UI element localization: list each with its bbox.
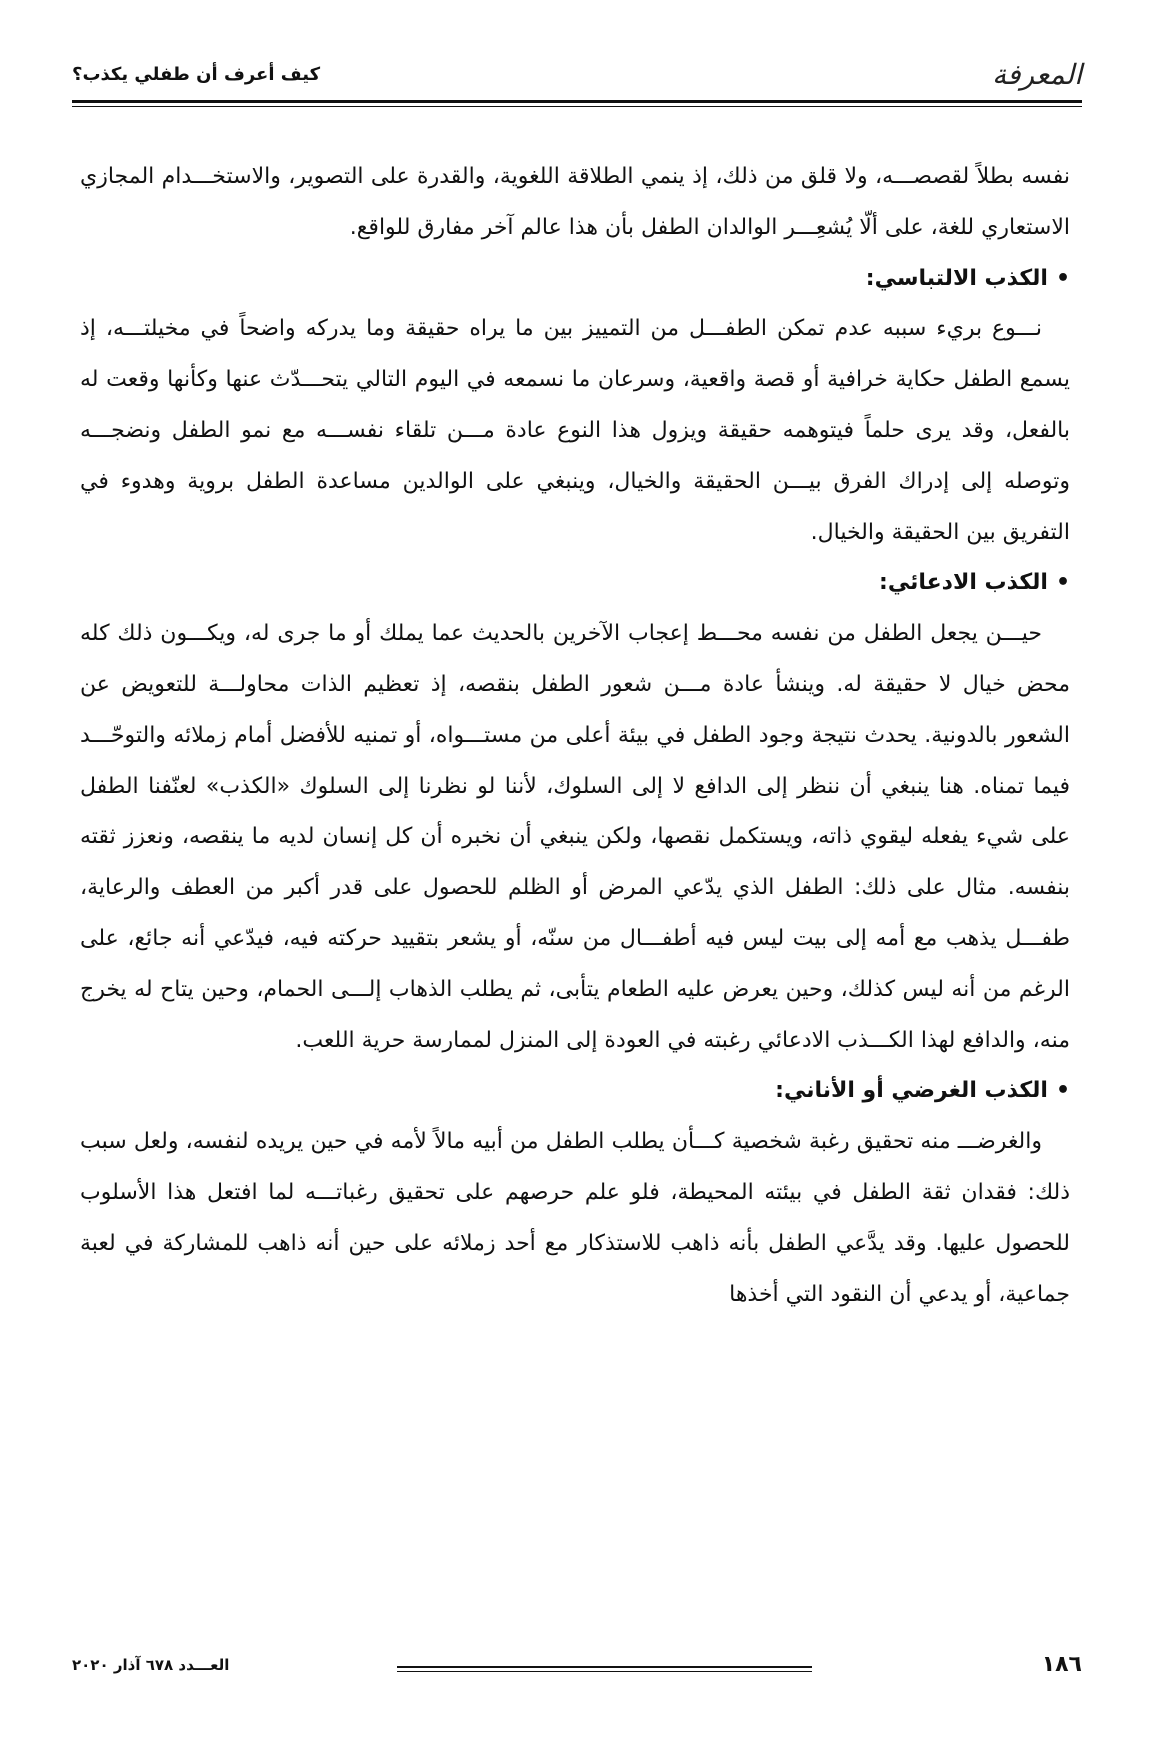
section-heading-text: الكذب الالتباسي: [865, 265, 1048, 291]
footer-divider [397, 1666, 812, 1668]
page-footer [72, 1652, 1082, 1682]
page-header [72, 58, 1082, 98]
bullet-icon: • [1055, 1078, 1070, 1104]
running-title: كيف أعرف أن طفلي يكذب؟ [72, 64, 321, 85]
section-heading-text: الكذب الغرضي أو الأناني: [775, 1078, 1048, 1104]
section-paragraph-claiming-lying: حيـــن يجعل الطفل من نفسه محـــط إعجاب الآخرين بالحديث عما يملك أو ما جرى له، ويكـــون ذلك كله محض خيال لا حقيقة له. وينشأ عادة مـــن شعور الطفل بنقصه، إذ تعظيم الذات محاولـــة للتعويض عن الشعور بالدونية. يحدث نتيجة وجود الطفل في بيئة أعلى من مستـــواه، أو تمنيه للأفضل أمام زملائه والتوحّـــد فيما تمناه. هنا ينبغي أن ننظر إلى الدافع لا إلى السلوك، لأننا لو نظرنا إلى السلوك «الكذب» لعنّفنا الطفل على شيء يفعله ليقوي ذاته، ويستكمل نقصها، ولكن ينبغي أن نخبره أن كل إنسان لديه ما ينقصه، ونعزز ثقته بنفسه. مثال على ذلك: الطفل الذي يدّعي المرض أو الظلم للحصول على قدر أكبر من العطف والرعاية، طفـــل يذهب مع أمه إلى بيت ليس فيه أطفـــال من سنّه، أو يشعر بتقييد حركته فيه، فيدّعي أنه جائع، على الرغم من أنه ليس كذلك، وحين يعرض عليه الطعام يتأبى، ثم يطلب الذهاب إلـــى الحمام، وحين يتاح له يخرج منه، والدافع لهذا الكـــذب الادعائي رغبته في العودة إلى المنزل لممارسة حرية اللعب. [80, 621, 1070, 1053]
section-heading-text: الكذب الادعائي: [879, 570, 1048, 596]
bullet-icon: • [1055, 570, 1070, 596]
section-heading-claiming-lying [80, 558, 1070, 609]
section-heading-selfish-lying [80, 1066, 1070, 1117]
section-heading-ambiguous-lying [80, 254, 1070, 305]
section-paragraph-selfish-lying: والغرضـــ منه تحقيق رغبة شخصية كـــأن يطلب الطفل من أبيه مالاً لأمه في حين يريده لنفسه، ولعل سبب ذلك: فقدان ثقة الطفل في بيئته المحيطة، فلو علم حرصهم على تحقيق رغباتـــه لما افتعل هذا الأسلوب للحصول عليها. وقد يدَّعي الطفل بأنه ذاهب للاستذكار مع أحد زملائه على حين أنه ذاهب للمشاركة في لعبة جماعية، أو يدعي أن النقود التي أخذها [80, 1129, 1070, 1307]
header-divider [72, 100, 1082, 103]
magazine-logo: المعرفة [992, 58, 1082, 91]
bullet-icon: • [1055, 265, 1070, 291]
article-body [80, 152, 1070, 1320]
footer-divider-thin [397, 1671, 812, 1672]
issue-info: العـــدد ٦٧٨ آذار ٢٠٢٠ [72, 1656, 230, 1674]
intro-paragraph: نفسه بطلاً لقصصـــه، ولا قلق من ذلك، إذ ينمي الطلاقة اللغوية، والقدرة على التصوير، والاستخـــدام المجازي الاستعاري للغة، على ألّا يُشعِـــر الوالدان الطفل بأن هذا عالم آخر مفارق للواقع. [80, 164, 1070, 240]
header-divider-thin [72, 106, 1082, 107]
section-paragraph-ambiguous-lying: نـــوع بريء سببه عدم تمكن الطفـــل من التمييز بين ما يراه حقيقة وما يدركه واضحاً في مخيلتـــه، إذ يسمع الطفل حكاية خرافية أو قصة واقعية، وسرعان ما نسمعه في اليوم التالي يتحـــدّث عنها وكأنها وقعت له بالفعل، وقد يرى حلماً فيتوهمه حقيقة ويزول هذا النوع عادة مـــن تلقاء نفســـه مع نمو الطفل ونضجـــه وتوصله إلى إدراك الفرق بيـــن الحقيقة والخيال، وينبغي على الوالدين مساعدة الطفل بروية وهدوء في التفريق بين الحقيقة والخيال. [80, 316, 1070, 545]
page-number: ١٨٦ [1041, 1652, 1082, 1677]
